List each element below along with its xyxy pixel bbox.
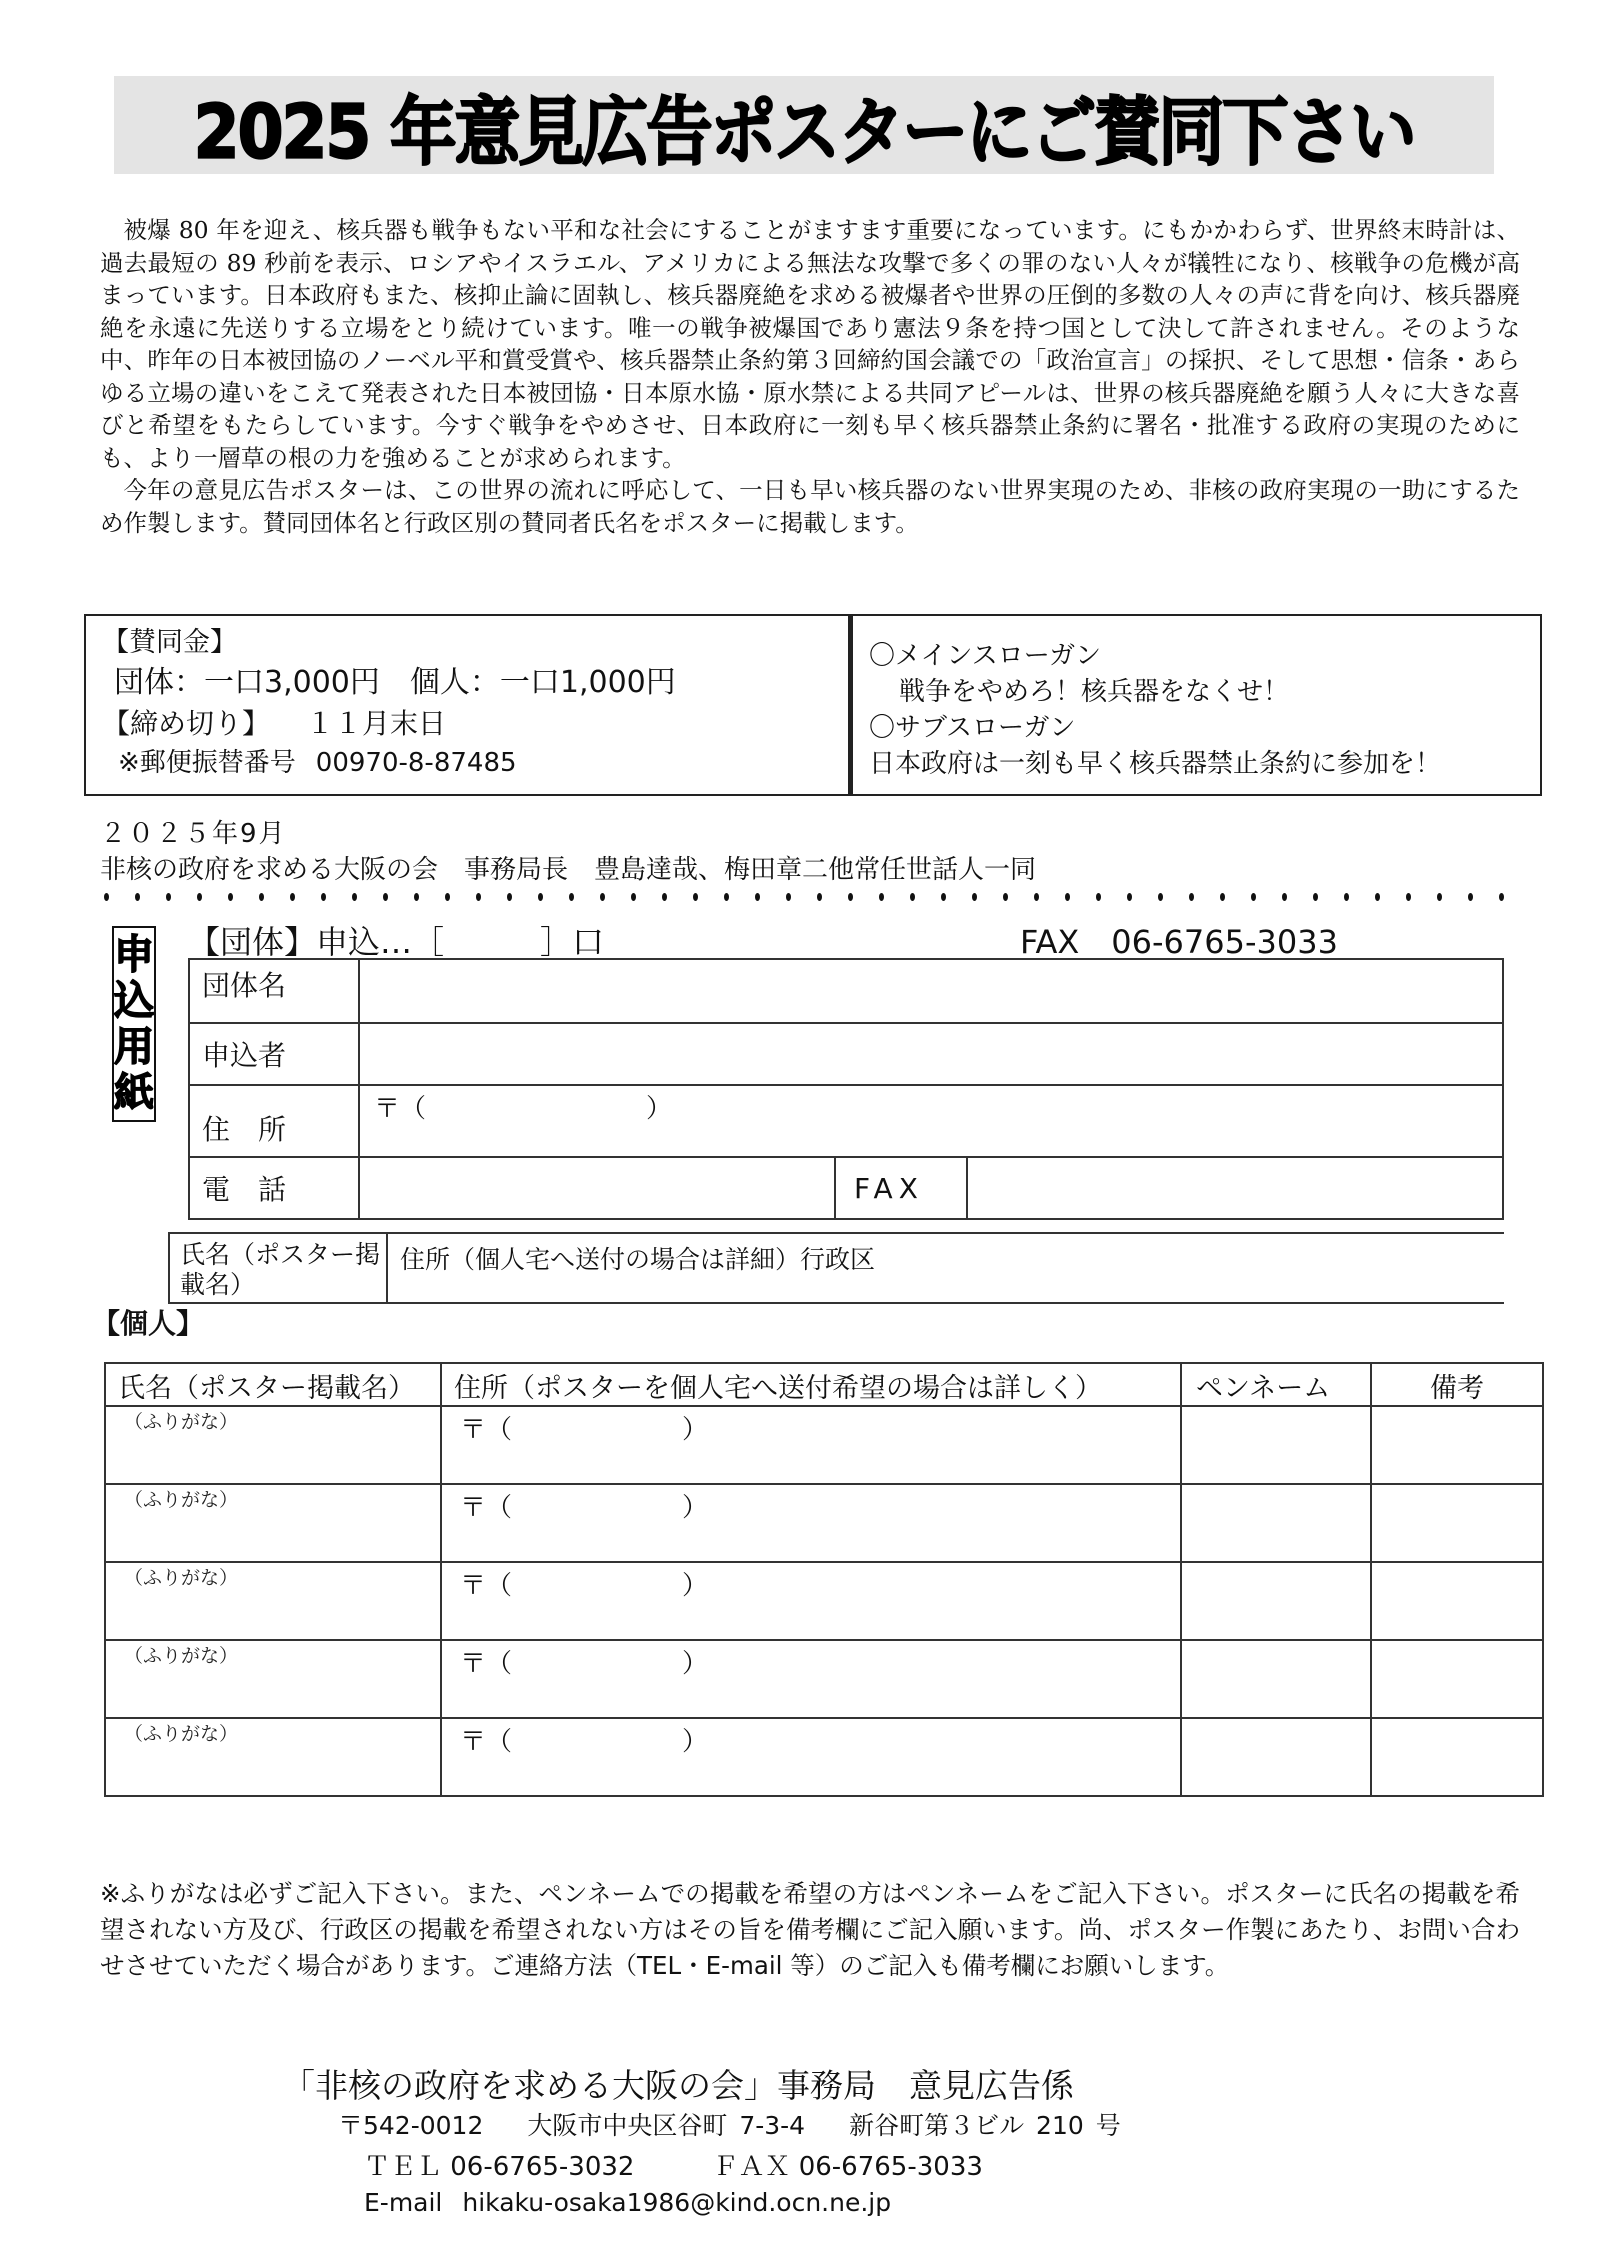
footer-org: 「非核の政府を求める大阪の会」事務局 意見広告係	[282, 2066, 1074, 2105]
table-row	[189, 1157, 1503, 1219]
address-field[interactable]	[441, 1640, 1181, 1718]
group-fee: 団体：一口3,000円	[114, 665, 380, 700]
cut-dot	[445, 893, 450, 901]
mini-name-col: 氏名（ポスター掲載名）	[168, 1234, 388, 1304]
fee-line	[102, 662, 848, 704]
cut-dot	[1065, 893, 1070, 901]
penname-field[interactable]	[1181, 1484, 1371, 1562]
application-form-label	[112, 926, 156, 1122]
deadline-label: 【締め切り】	[102, 707, 271, 740]
postal-mark: 〒（	[460, 1649, 513, 1679]
address-field[interactable]	[441, 1718, 1181, 1796]
furigana-hint: （ふりがな）	[124, 1411, 239, 1433]
cut-dot	[879, 893, 884, 901]
remarks-field[interactable]	[1371, 1406, 1543, 1484]
cut-dot	[228, 893, 233, 901]
cut-dot	[693, 893, 698, 901]
address-field[interactable]	[441, 1484, 1181, 1562]
individual-label: 【個人】	[92, 1307, 205, 1340]
furigana-hint: （ふりがな）	[124, 1567, 239, 1589]
cut-dot	[786, 893, 791, 901]
cut-dot	[1499, 893, 1504, 901]
cut-dot	[848, 893, 853, 901]
cut-dot	[197, 893, 202, 901]
remarks-field[interactable]	[1371, 1640, 1543, 1718]
footer-email[interactable]: hikaku-osaka1986@kind.ocn.ne.jp	[462, 2188, 892, 2217]
applicant-field[interactable]	[359, 1023, 1503, 1085]
furigana-hint: （ふりがな）	[124, 1723, 239, 1745]
intro-paragraph-2: 今年の意見広告ポスターは、この世界の流れに呼応して、一日も早い核兵器のない世界実現のため、非核の政府実現の一助にするため作製します。賛同団体名と行政区別の賛同者氏名をポスターに掲載します。	[100, 476, 1520, 537]
cut-dot	[166, 893, 171, 901]
cut-dot	[1375, 893, 1380, 901]
penname-field[interactable]	[1181, 1640, 1371, 1718]
postal-mark: 〒（	[460, 1415, 513, 1445]
cut-dot	[1282, 893, 1287, 901]
cut-dot	[1189, 893, 1194, 901]
penname-field[interactable]	[1181, 1562, 1371, 1640]
col-remarks: 備考	[1371, 1363, 1543, 1406]
cut-dot	[662, 893, 667, 901]
postal-close: ）	[646, 1094, 673, 1124]
penname-field[interactable]	[1181, 1406, 1371, 1484]
cut-dot	[352, 893, 357, 901]
transfer-line	[102, 744, 848, 782]
cut-dot	[414, 893, 419, 901]
cut-line-divider	[104, 893, 1504, 901]
postal-mark: 〒（	[460, 1727, 513, 1757]
address-field[interactable]	[441, 1406, 1181, 1484]
cut-dot	[1313, 893, 1318, 901]
cut-dot	[135, 893, 140, 901]
penname-field[interactable]	[1181, 1718, 1371, 1796]
group-name-field[interactable]	[359, 959, 1503, 1023]
table-header-row	[105, 1363, 1543, 1406]
transfer-number: 00970-8-87485	[315, 748, 517, 778]
vertical-label-char: 用	[114, 1024, 154, 1070]
sub-slogan: 日本政府は一刻も早く核兵器禁止条約に参加を！	[869, 749, 1442, 779]
sub-slogan-label: 〇サブスローガン	[869, 713, 1076, 743]
group-fax-number: FAX 06-6765-3033	[1020, 923, 1338, 961]
cut-dot	[290, 893, 295, 901]
name-field[interactable]	[105, 1718, 441, 1796]
title-banner	[114, 76, 1494, 174]
cut-dot	[910, 893, 915, 901]
cut-dot	[476, 893, 481, 901]
col-penname: ペンネーム	[1181, 1363, 1371, 1406]
footer-mail	[364, 2188, 891, 2217]
individual-mini-header	[168, 1232, 1504, 1304]
meta-block	[100, 816, 1036, 888]
issue-date: ２０２５年9月	[100, 819, 287, 849]
mini-address-col: 住所（個人宅へ送付の場合は詳細）行政区	[400, 1245, 876, 1274]
footer-address	[338, 2106, 1165, 2142]
cut-dot	[1468, 893, 1473, 901]
cut-dot	[755, 893, 760, 901]
name-field[interactable]	[105, 1640, 441, 1718]
table-row	[105, 1484, 1543, 1562]
slogan-box	[850, 614, 1542, 796]
col-address: 住所（ポスターを個人宅へ送付希望の場合は詳しく）	[441, 1363, 1181, 1406]
cut-dot	[1127, 893, 1132, 901]
fax-field[interactable]	[967, 1157, 1503, 1219]
postal-close: ）	[682, 1493, 709, 1523]
vertical-label-char: 込	[114, 978, 154, 1024]
cut-dot	[1220, 893, 1225, 901]
table-row	[189, 1023, 1503, 1085]
postal-close: ）	[682, 1571, 709, 1601]
address-field[interactable]	[359, 1085, 1503, 1157]
table-row	[105, 1406, 1543, 1484]
cut-dot	[1251, 893, 1256, 901]
cut-dot	[383, 893, 388, 901]
main-slogan-label: 〇メインスローガン	[869, 641, 1102, 671]
postal-mark: 〒（	[374, 1094, 427, 1124]
remarks-field[interactable]	[1371, 1484, 1543, 1562]
name-field[interactable]	[105, 1484, 441, 1562]
footer-building: 新谷町第３ビル 210 号	[849, 2111, 1121, 2140]
intro-text	[100, 214, 1520, 539]
postal-close: ）	[682, 1649, 709, 1679]
cut-dot	[1344, 893, 1349, 901]
cut-dot	[631, 893, 636, 901]
group-section-heading	[188, 922, 604, 962]
deadline-line	[102, 704, 848, 744]
phone-label: 電 話	[189, 1157, 359, 1219]
table-row	[105, 1562, 1543, 1640]
address-label: 住 所	[189, 1085, 359, 1157]
footer-fax: ＦＡＸ 06-6765-3033	[712, 2152, 983, 2182]
cut-dot	[972, 893, 977, 901]
transfer-label: ※郵便振替番号	[118, 748, 296, 778]
main-slogan: 戦争をやめろ！核兵器をなくせ！	[899, 677, 1290, 707]
cut-dot	[321, 893, 326, 901]
phone-field[interactable]	[359, 1157, 835, 1219]
vertical-label-char: 紙	[114, 1070, 154, 1116]
cut-dot	[817, 893, 822, 901]
footer-phones	[364, 2146, 1061, 2183]
individual-fee: 個人：一口1,000円	[409, 665, 676, 700]
cut-dot	[600, 893, 605, 901]
cut-dot	[1096, 893, 1101, 901]
furigana-hint: （ふりがな）	[124, 1489, 239, 1511]
cut-dot	[1406, 893, 1411, 901]
fax-label: FAX	[835, 1157, 967, 1219]
col-name: 氏名（ポスター掲載名）	[105, 1363, 441, 1406]
remarks-field[interactable]	[1371, 1562, 1543, 1640]
cut-dot	[724, 893, 729, 901]
signature: 非核の政府を求める大阪の会 事務局長 豊島達哉、梅田章二他常任世話人一同	[100, 855, 1037, 885]
cut-dot	[259, 893, 264, 901]
cut-dot	[1158, 893, 1163, 901]
postal-close: ）	[682, 1415, 709, 1445]
fee-box	[84, 614, 850, 796]
footer-postal: 〒542-0012	[338, 2111, 484, 2140]
furigana-hint: （ふりがな）	[124, 1645, 239, 1667]
footer-email-label: E-mail	[364, 2188, 443, 2217]
cut-dot	[507, 893, 512, 901]
notes-text: ※ふりがなは必ずご記入下さい。また、ペンネームでの掲載を希望の方はペンネームをご記入下さい。ポスターに氏名の掲載を希望されない方及び、行政区の掲載を希望されない方はその旨を備考欄にご記入願います。尚、ポスター作製にあたり、お問い合わせさせていただく場合があります。ご連絡方法（TEL・E-mail 等）のご記入も備考欄にお願いします。	[100, 1879, 1520, 1980]
vertical-label-char: 申	[114, 932, 154, 978]
individual-form-table	[104, 1362, 1544, 1797]
address-field[interactable]	[441, 1562, 1181, 1640]
cut-dot	[1437, 893, 1442, 901]
cut-dot	[104, 893, 109, 901]
name-field[interactable]	[105, 1406, 441, 1484]
cut-dot	[569, 893, 574, 901]
table-row	[105, 1718, 1543, 1796]
postal-close: ）	[682, 1727, 709, 1757]
name-field[interactable]	[105, 1562, 441, 1640]
cut-dot	[1034, 893, 1039, 901]
group-name-label: 団体名	[189, 959, 359, 1023]
table-row	[189, 1085, 1503, 1157]
fee-heading: 【賛同金】	[102, 627, 237, 658]
table-row	[105, 1640, 1543, 1718]
postal-mark: 〒（	[460, 1571, 513, 1601]
cut-dot	[538, 893, 543, 901]
group-heading-close: ］口	[540, 923, 605, 961]
deadline-value: １１月末日	[306, 707, 447, 740]
cut-dot	[941, 893, 946, 901]
cut-dot	[1003, 893, 1008, 901]
footer-street: 大阪市中央区谷町 7-3-4	[527, 2111, 806, 2140]
table-row	[189, 959, 1503, 1023]
remarks-field[interactable]	[1371, 1718, 1543, 1796]
applicant-label: 申込者	[189, 1023, 359, 1085]
intro-paragraph-1: 被爆 80 年を迎え、核兵器も戦争もない平和な社会にすることがますます重要になっています。にもかかわらず、世界終末時計は、過去最短の 89 秒前を表示、ロシアやイスラエル、アメリカによる無法な攻撃で多くの罪のない人々が犠牲になり、核戦争の危機が高まっています。日本政府もまた、核抑止論に固執し、核兵器廃絶を求める被爆者や世界の圧倒的多数の人々の声に背を向け、核兵器廃絶を永遠に先送りする立場をとり続けています。唯一の戦争被爆国であり憲法９条を持つ国として決して許されません。そのような中、昨年の日本被団協のノーベル平和賞受賞や、核兵器禁止条約第３回締約国会議での「政治宣言」の採択、そして思想・信条・あらゆる立場の違いをこえて発表された日本被団協・日本原水協・原水禁による共同アピールは、世界の核兵器廃絶を願う人々に大きな喜びと希望をもたらしています。今すぐ戦争をやめさせ、日本政府に一刻も早く核兵器禁止条約に署名・批准する政府の実現のためにも、より一層草の根の力を強めることが求められます。	[100, 216, 1520, 472]
page-title: 2025 年意見広告ポスターにご賛同下さい	[193, 88, 1415, 175]
footer-tel: ＴＥＬ 06-6765-3032	[364, 2152, 635, 2182]
postal-mark: 〒（	[460, 1493, 513, 1523]
group-heading-text: 【団体】申込…［	[188, 923, 445, 961]
group-form-table	[188, 958, 1504, 1220]
